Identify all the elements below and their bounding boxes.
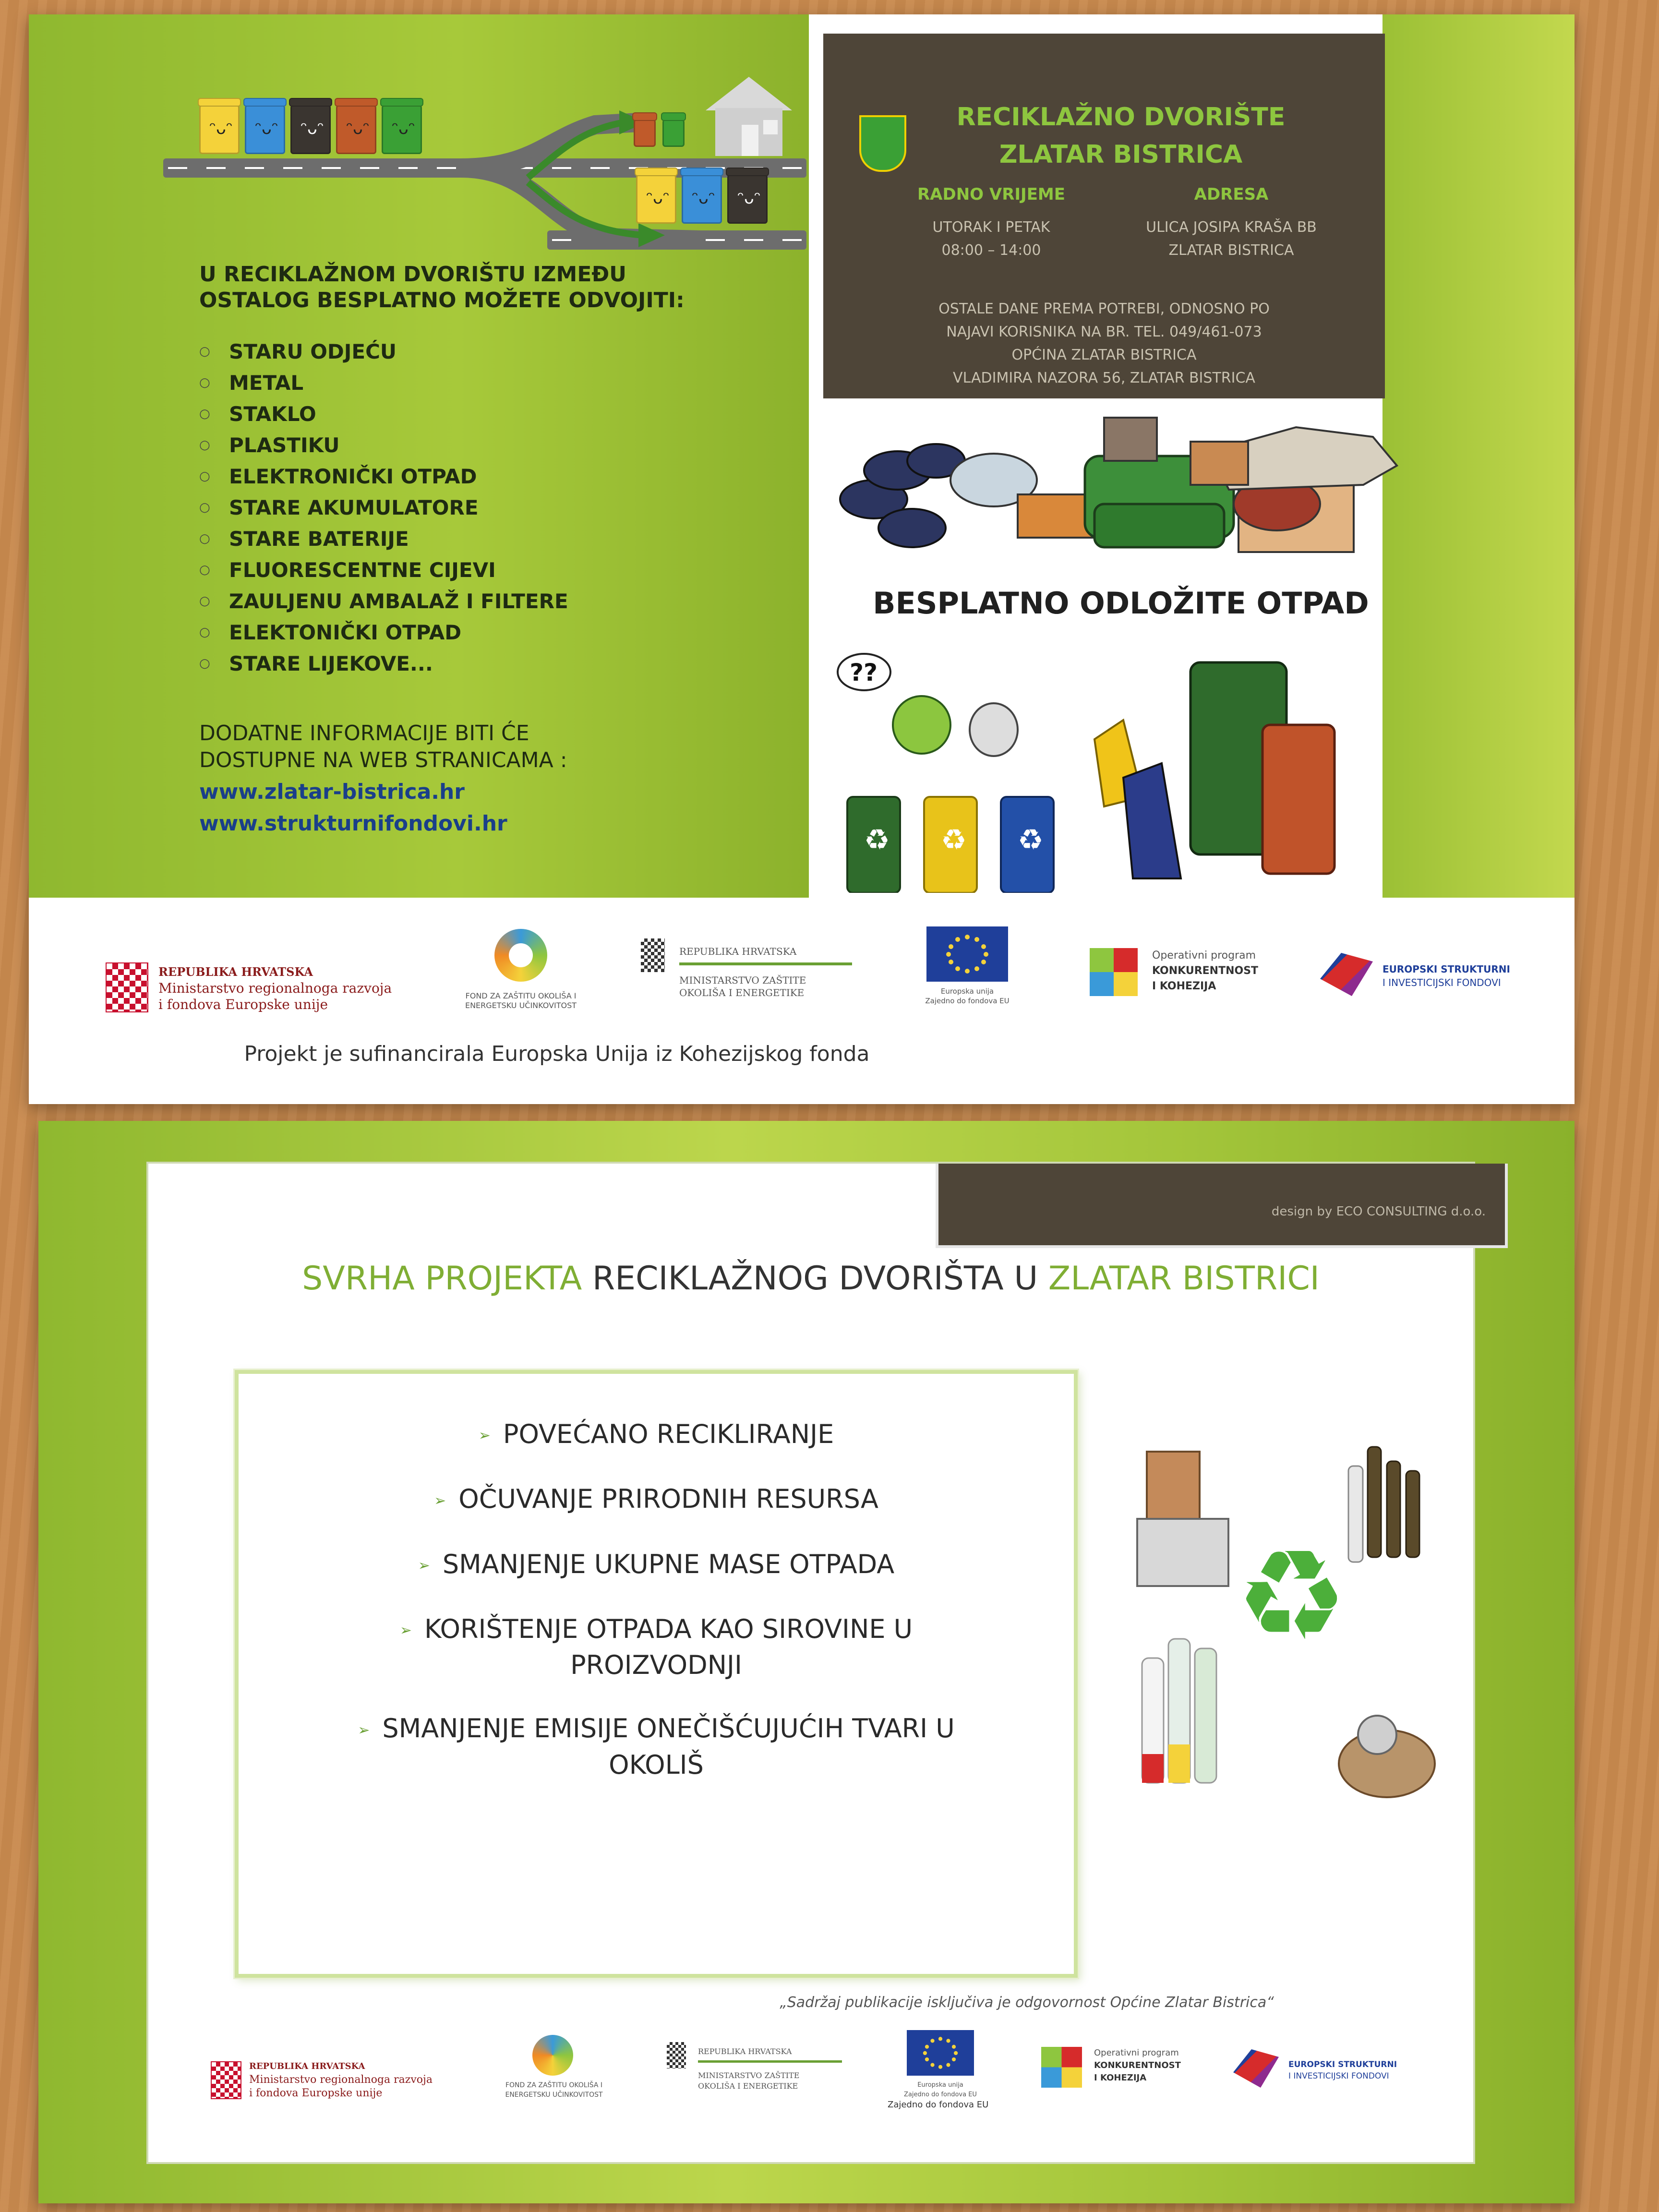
svg-text:♻: ♻ [1018, 823, 1044, 857]
logo-op-line-3: I KOHEZIJA [1152, 980, 1216, 992]
logo-op-line-2: KONKURENTNOST [1152, 965, 1259, 977]
logo-mz-line-3: OKOLIŠA I ENERGETIKE [679, 987, 805, 998]
logo-rh-line-3: i fondova Europske unije [158, 997, 328, 1012]
box-title-line-1: RECIKLAŽNO DVORIŠTE [956, 103, 1286, 132]
box-title-line-2: ZLATAR BISTRICA [999, 140, 1243, 169]
logo-band [29, 898, 1575, 1104]
project-purpose-title [148, 1260, 1473, 1298]
right-green-strip [1382, 14, 1575, 898]
logo-op-line-2: KONKURENTNOST [1094, 2060, 1181, 2070]
logo-fond-line-1: FOND ZA ZAŠTITU OKOLIŠA I [465, 991, 577, 1000]
arrow-bullet-icon: ➢ [358, 1721, 370, 1739]
black-bin-icon-2: ᵔᴗᵔ [727, 173, 768, 224]
yellow-bin-icon: ᵔᴗᵔ [199, 103, 240, 154]
info-text [199, 720, 785, 837]
list-item [267, 1711, 1045, 1782]
flyer-top [29, 14, 1575, 1104]
logo-eu-line-1: Europska unija [917, 2081, 963, 2089]
left-panel [29, 14, 809, 898]
bottom-inner-panel [146, 1162, 1486, 2164]
goal-text: SMANJENJE UKUPNE MASE OTPADA [442, 1549, 895, 1579]
blue-bin-icon: ᵔᴗᵔ [245, 103, 285, 154]
together-to-eu-funds: Zajedno do fondova EU [888, 2100, 989, 2110]
hours-time: 08:00 – 14:00 [941, 242, 1041, 259]
croatia-shield-icon [641, 938, 665, 972]
list-item [267, 1547, 1045, 1583]
municipality-crest-icon [859, 115, 906, 172]
list-item [267, 1417, 1045, 1453]
recyclables-illustration [1132, 1437, 1440, 1821]
goal-text-cont: OKOLIŠ [609, 1749, 704, 1780]
list-item: ○ PLASTIKU [199, 430, 775, 461]
intro-line-1: U RECIKLAŽNOM DVORIŠTU IZMEĐU [199, 262, 626, 287]
arrow-bullet-icon: ➢ [399, 1622, 412, 1639]
title-part-1: SVRHA PROJEKTA [302, 1260, 592, 1298]
logo-mz-line-2: MINISTARSTVO ZAŠTITE [679, 974, 806, 986]
svg-text:??: ?? [850, 659, 878, 686]
logo-mz-line-2: MINISTARSTVO ZAŠTITE [698, 2071, 800, 2080]
link-zlatar-bistrica[interactable]: www.zlatar-bistrica.hr [199, 780, 465, 804]
title-part-3: U [1014, 1260, 1048, 1298]
logo-esif-line-1: EUROPSKI STRUKTURNI [1382, 963, 1510, 975]
list-item: ○ FLUORESCENTNE CIJEVI [199, 554, 775, 586]
address-label: ADRESA [1194, 185, 1269, 204]
eu-flag-icon [926, 926, 1008, 982]
goal-text: OČUVANJE PRIRODNIH RESURSA [458, 1484, 878, 1515]
disclaimer: „Sadržaj publikacije isključiva je odgovornost Općine Zlatar Bistrica“ [780, 1994, 1274, 2011]
list-item: ○ STAKLO [199, 398, 775, 430]
svg-text:♻: ♻ [1236, 1524, 1348, 1669]
list-item [267, 1482, 1045, 1518]
goal-text: SMANJENJE EMISIJE ONEČIŠĆUJUĆIH TVARI U [382, 1713, 955, 1744]
arrow-bullet-icon: ➢ [418, 1557, 430, 1575]
logo-eu-line-1: Europska unija [940, 987, 994, 996]
design-credit: design by ECO CONSULTING d.o.o. [1271, 1204, 1486, 1219]
hours-days: UTORAK I PETAK [932, 219, 1050, 236]
op-kik-logo-icon [1090, 948, 1138, 996]
intro-line-2: OSTALOG BESPLATNO MOŽETE ODVOJITI: [199, 288, 685, 313]
address-line-1: ULICA JOSIPA KRAŠA BB [1146, 219, 1317, 236]
svg-text:♻: ♻ [864, 823, 890, 857]
list-item: ○ STARE AKUMULATORE [199, 492, 775, 523]
list-item: ○ ZAULJENU AMBALAŽ I FILTERE [199, 586, 775, 617]
logo-mz-line-1: REPUBLIKA HRVATSKA [679, 946, 797, 957]
title-part-4: ZLATAR BISTRICI [1048, 1260, 1320, 1298]
house-icon [701, 72, 797, 158]
small-brown-bin-icon [634, 118, 656, 147]
list-item: ○ STARU ODJEĆU [199, 336, 775, 367]
logo-rh-line-1: REPUBLIKA HRVATSKA [249, 2061, 365, 2071]
logo-fond-line-2: ENERGETSKU UČINKOVITOST [505, 2091, 603, 2099]
brown-bin-icon: ᵔᴗᵔ [336, 103, 376, 154]
arrow-bullet-icon: ➢ [434, 1492, 446, 1509]
credit-box [936, 1164, 1508, 1248]
note-line-4: VLADIMIRA NAZORA 56, ZLATAR BISTRICA [953, 370, 1255, 386]
list-item: ○ ELEKTONIČKI OTPAD [199, 617, 775, 648]
logo-eu-line-2: Zajedno do fondova EU [925, 997, 1010, 1005]
logo-rh-line-3: i fondova Europske unije [249, 2087, 383, 2099]
logo-op-line-1: Operativni program [1152, 950, 1256, 962]
info-box [823, 34, 1385, 398]
eu-flag-icon [907, 2030, 974, 2076]
note-line-2: NAJAVI KORISNIKA NA BR. TEL. 049/461-073 [946, 324, 1262, 340]
croatia-coat-of-arms-icon [211, 2061, 241, 2099]
goals-list [267, 1417, 1045, 1811]
logo-op-line-1: Operativni program [1094, 2048, 1179, 2058]
fond-logo-icon [532, 2035, 573, 2076]
esif-logo-icon [1320, 953, 1373, 996]
logo-mz-rule [698, 2060, 842, 2063]
flyer-bottom [38, 1121, 1575, 2203]
recycling-bins-illustration [835, 653, 1402, 893]
cofinancing-footer: Projekt je sufinancirala Europska Unija iz Kohezijskog fonda [244, 1042, 870, 1066]
logo-esif-line-1: EUROPSKI STRUKTURNI [1288, 2060, 1397, 2069]
address-line-2: ZLATAR BISTRICA [1168, 242, 1294, 259]
esif-logo-icon [1233, 2049, 1279, 2088]
list-item: ○ STARE LIJEKOVE... [199, 648, 775, 679]
note-line-3: OPĆINA ZLATAR BISTRICA [1011, 347, 1197, 363]
bottom-logo-band [148, 2028, 1473, 2152]
list-item: ○ METAL [199, 367, 775, 398]
croatia-shield-icon [667, 2042, 686, 2068]
logo-mz-rule [679, 962, 852, 965]
logo-fond-line-2: ENERGETSKU UČINKOVITOST [465, 1001, 577, 1010]
arrow-bullet-icon: ➢ [478, 1427, 491, 1444]
logo-mz-line-3: OKOLIŠA I ENERGETIKE [698, 2081, 798, 2091]
goals-box [235, 1370, 1078, 1978]
logo-rh-line-2: Ministarstvo regionalnoga razvoja [158, 980, 392, 996]
logo-fond-line-1: FOND ZA ZAŠTITU OKOLIŠA I [505, 2081, 603, 2089]
svg-text:♻: ♻ [941, 823, 967, 857]
logo-eu-line-2: Zajedno do fondova EU [904, 2091, 977, 2098]
blue-bin-icon-2: ᵔᴗᵔ [682, 173, 722, 224]
black-bin-icon: ᵔᴗᵔ [290, 103, 331, 154]
hours-label: RADNO VRIJEME [917, 185, 1065, 204]
info-line-1: DODATNE INFORMACIJE BITI ĆE [199, 721, 529, 745]
goal-text: KORIŠTENJE OTPADA KAO SIROVINE U [424, 1614, 913, 1645]
croatia-coat-of-arms-icon [106, 962, 148, 1012]
headline-free-disposal: BESPLATNO ODLOŽITE OTPAD [873, 586, 1369, 621]
bulky-waste-illustration [835, 408, 1402, 610]
logo-esif-line-2: I INVESTICIJSKI FONDOVI [1288, 2071, 1389, 2081]
list-item: ○ STARE BATERIJE [199, 523, 775, 554]
small-green-bin-icon [662, 118, 685, 147]
list-item: ○ ELEKTRONIČKI OTPAD [199, 461, 775, 492]
info-line-2: DOSTUPNE NA WEB STRANICAMA : [199, 748, 567, 772]
goal-text: POVEĆANO RECIKLIRANJE [503, 1419, 834, 1449]
logo-op-line-3: I KOHEZIJA [1094, 2073, 1147, 2083]
logo-rh-line-1: REPUBLIKA HRVATSKA [158, 965, 313, 979]
logo-esif-line-2: I INVESTICIJSKI FONDOVI [1382, 977, 1501, 988]
waste-items-list [199, 336, 775, 679]
op-kik-logo-icon [1041, 2047, 1082, 2088]
box-title [905, 98, 1337, 173]
title-part-2: RECIKLAŽNOG DVORIŠTA [592, 1260, 1014, 1298]
goal-text-cont: PROIZVODNJI [570, 1650, 742, 1681]
yellow-bin-icon-2: ᵔᴗᵔ [636, 173, 676, 224]
link-strukturnifondovi[interactable]: www.strukturnifondovi.hr [199, 811, 507, 836]
green-bin-icon: ᵔᴗᵔ [382, 103, 422, 154]
logo-rh-line-2: Ministarstvo regionalnoga razvoja [249, 2074, 433, 2086]
logo-mz-line-1: REPUBLIKA HRVATSKA [698, 2047, 792, 2056]
note-line-1: OSTALE DANE PREMA POTREBI, ODNOSNO PO [938, 301, 1270, 317]
fond-logo-center [509, 943, 533, 967]
intro-text [199, 262, 775, 313]
list-item [267, 1612, 1045, 1683]
